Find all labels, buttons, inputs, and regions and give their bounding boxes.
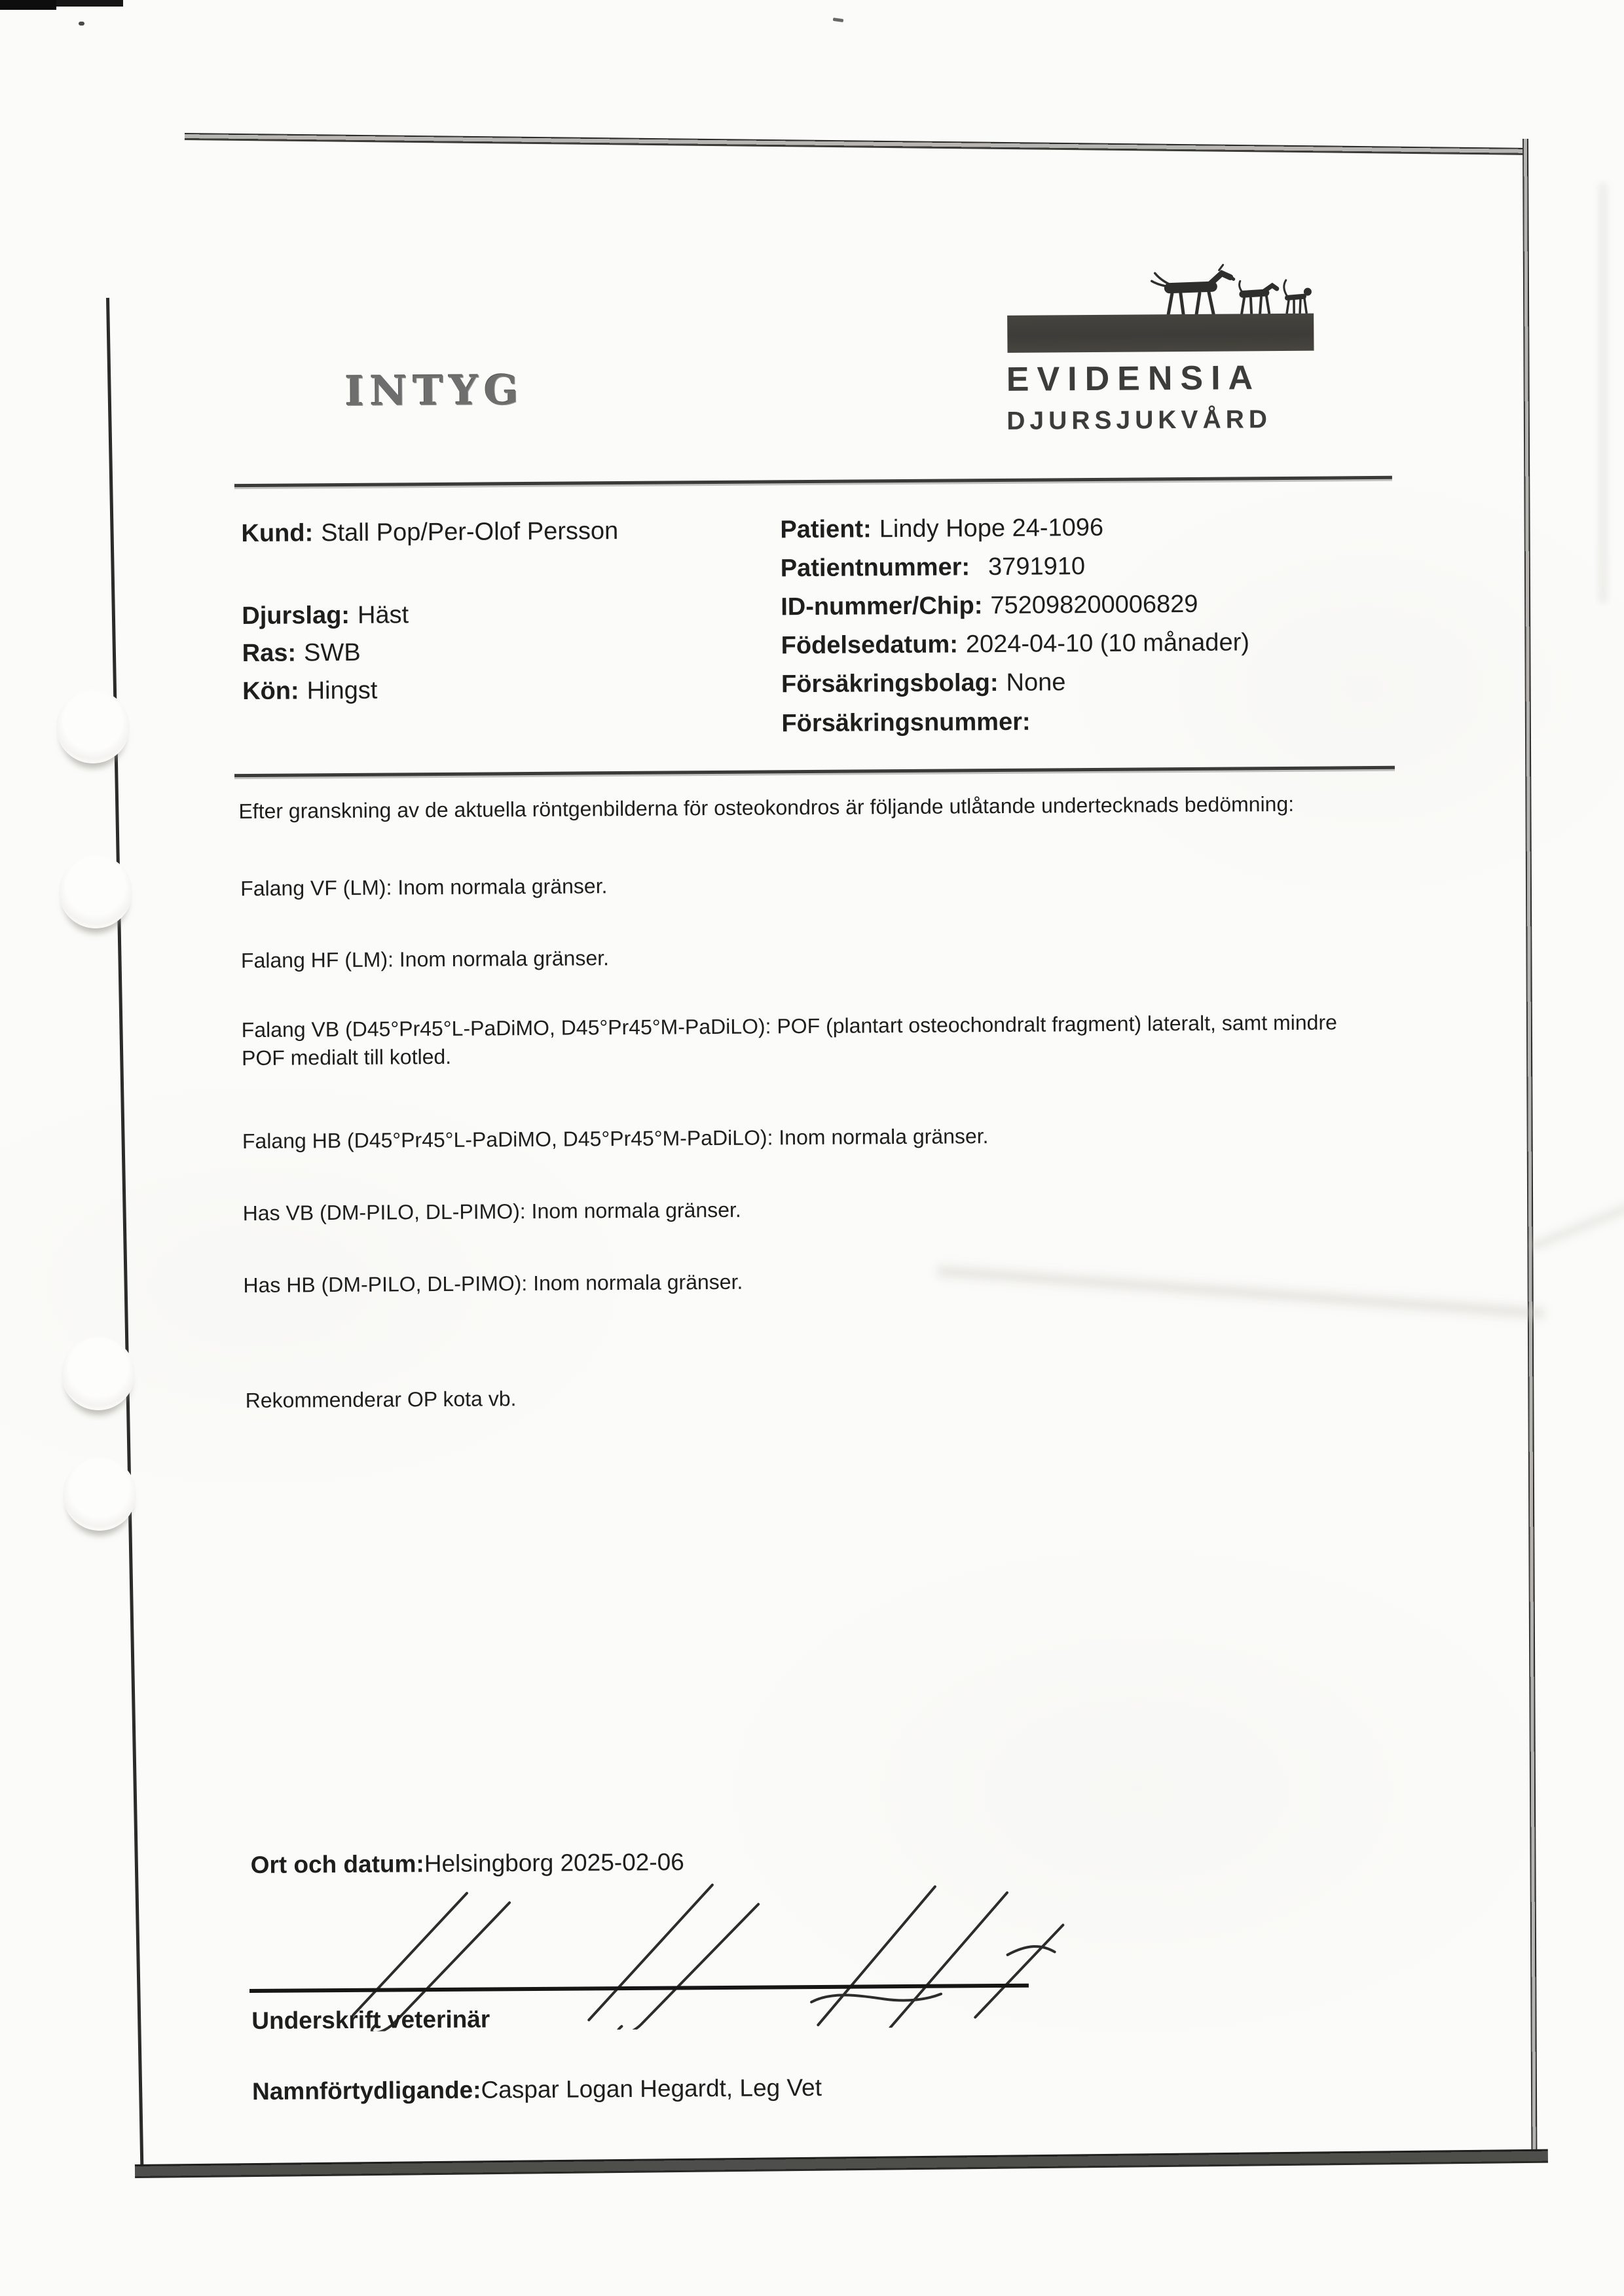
patient-row <box>781 591 1198 621</box>
customer-label: Kön: <box>242 677 299 706</box>
customer-row <box>241 517 618 548</box>
patient-label: Födelsedatum: <box>781 630 959 660</box>
place-date-label: Ort och datum: <box>250 1850 424 1879</box>
customer-row <box>242 601 409 630</box>
signature-caption: Underskrift veterinär <box>251 2005 490 2035</box>
assessment-intro: Efter granskning av de aktuella röntgenbilderna för osteokondros är följande utlåtande undertecknads bedömning: <box>238 792 1295 824</box>
patient-label: Patient: <box>780 515 872 544</box>
patient-row <box>781 708 1038 738</box>
patient-row <box>781 553 1086 583</box>
finding-falang-hf: Falang HF (LM): Inom normala gränser. <box>240 946 610 973</box>
patient-value: None <box>1006 668 1066 697</box>
recommendation: Rekommenderar OP kota vb. <box>245 1387 517 1413</box>
place-date-value: Helsingborg 2025-02-06 <box>424 1848 684 1878</box>
customer-value: Häst <box>357 601 409 629</box>
evidensia-logo-bar <box>1007 314 1314 353</box>
customer-label: Djurslag: <box>242 601 350 630</box>
customer-row <box>242 677 378 706</box>
patient-row <box>781 629 1249 660</box>
evidensia-brand-subtitle: DJURSJUKVÅRD <box>1006 405 1272 435</box>
finding-has-vb: Has VB (DM-PILO, DL-PIMO): Inom normala gränser. <box>242 1197 741 1226</box>
header-divider <box>234 476 1392 487</box>
patient-label: Försäkringsbolag: <box>781 668 999 699</box>
patient-value: 2024-04-10 (10 månader) <box>965 629 1250 659</box>
patient-value: 3791910 <box>987 553 1086 581</box>
finding-falang-hb: Falang HB (D45°Pr45°L-PaDiMO, D45°Pr45°M-PaDiLO): Inom normala gränser. <box>242 1124 989 1154</box>
customer-label: Kund: <box>241 519 314 548</box>
evidensia-brand-name: EVIDENSIA <box>1006 359 1261 399</box>
finding-falang-vb: Falang VB (D45°Pr45°L-PaDiMO, D45°Pr45°M-PaDiLO): POF (plantart osteochondralt fragment) lateralt, samt mindre POF medialt till kotled. <box>241 1010 1337 1070</box>
patient-value: 752098200006829 <box>990 590 1198 620</box>
name-clarification-value: Caspar Logan Hegardt, Leg Vet <box>481 2073 822 2104</box>
patient-row <box>780 514 1103 544</box>
customer-value: Hingst <box>306 676 378 705</box>
customer-label: Ras: <box>242 639 297 668</box>
evidensia-animals-icon <box>1104 260 1314 320</box>
customer-value: Stall Pop/Per-Olof Persson <box>321 517 619 547</box>
info-divider <box>234 766 1395 777</box>
name-clarification-label: Namnförtydligande: <box>251 2076 481 2105</box>
customer-row <box>242 639 361 668</box>
finding-has-hb: Has HB (DM-PILO, DL-PIMO): Inom normala gränser. <box>243 1269 743 1298</box>
name-clarification-row <box>252 2074 822 2105</box>
finding-falang-vf: Falang VF (LM): Inom normala gränser. <box>240 874 608 901</box>
patient-label: Försäkringsnummer: <box>781 708 1031 738</box>
patient-row <box>781 668 1066 699</box>
patient-label: ID-nummer/Chip: <box>781 592 983 621</box>
customer-value: SWB <box>303 638 361 667</box>
patient-label: Patientnummer: <box>780 553 970 583</box>
document-title: INTYG <box>344 366 525 415</box>
patient-value: Lindy Hope 24-1096 <box>879 513 1104 543</box>
